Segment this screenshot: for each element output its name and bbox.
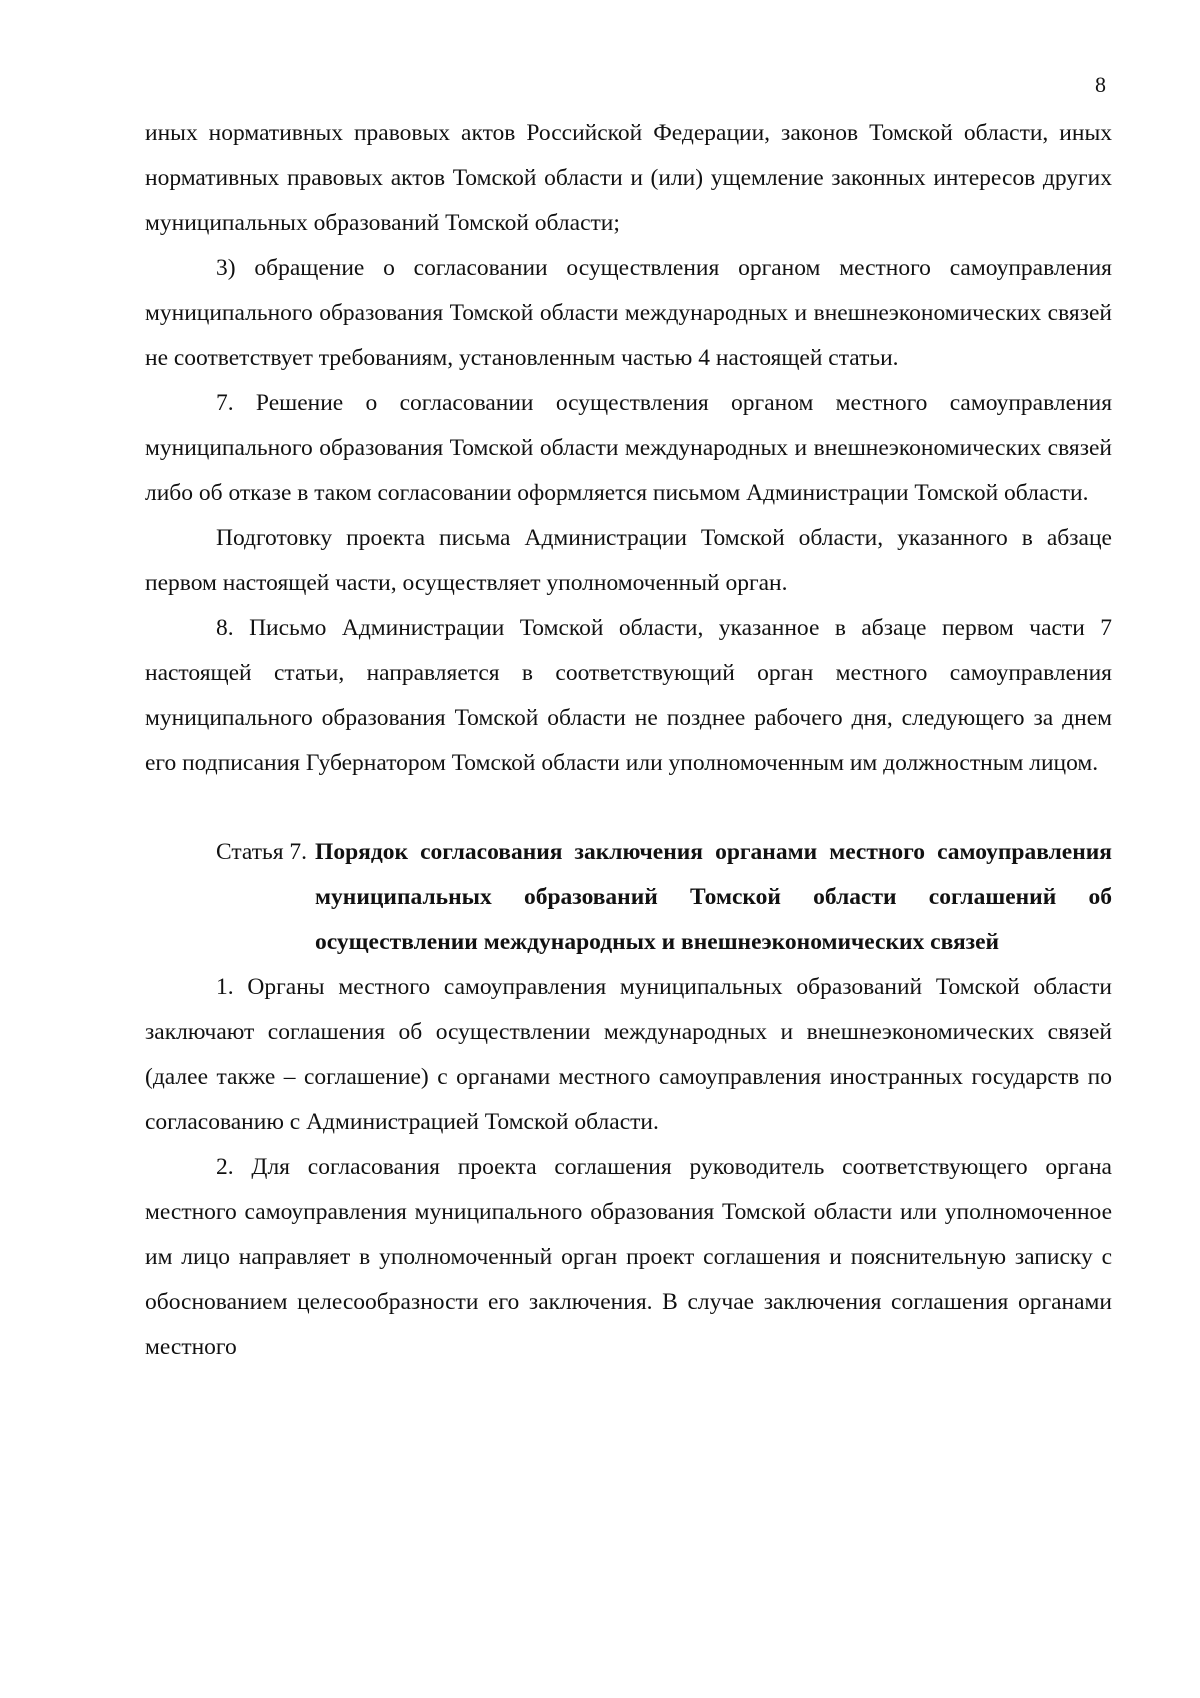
- paragraph-part-8: 8. Письмо Администрации Томской области, указанное в абзаце первом части 7 настоящей статьи, направляется в соответствующий орган местного самоуправления муниципального образования Томской области не позднее рабочего дня, следующего за днем его подписания Губернатором Томской области или уполномоченным им должностным лицом.: [145, 615, 1112, 776]
- document-body: [145, 111, 1112, 1370]
- paragraph-part-7: 7. Решение о согласовании осуществления органом местного самоуправления муниципального образования Томской области международных и внешнеэкономических связей либо об отказе в таком согласовании оформляется письмом Администрации Томской области.: [145, 390, 1112, 506]
- paragraph-article-7-part-2: 2. Для согласования проекта соглашения руководитель соответствующего органа местного самоуправления муниципального образования Томской области или уполномоченное им лицо направляет в уполномоченный орган проект соглашения и пояснительную записку с обоснованием целесообразности его заключения. В случае заключения соглашения органами местного: [145, 1154, 1112, 1360]
- article-title: Порядок согласования заключения органами местного самоуправления муниципальных образований Томской области соглашений об осуществлении международных и внешнеэкономических связей: [315, 839, 1112, 955]
- paragraph-continuation: иных нормативных правовых актов Российской Федерации, законов Томской области, иных нормативных правовых актов Томской области и (или) ущемление законных интересов других муниципальных образований Томской области;: [145, 120, 1112, 236]
- page-number: 8: [1095, 72, 1106, 97]
- article-heading: [145, 830, 1112, 965]
- paragraph-part-7-second: Подготовку проекта письма Администрации Томской области, указанного в абзаце первом настоящей части, осуществляет уполномоченный орган.: [145, 525, 1112, 596]
- paragraph-item-3: 3) обращение о согласовании осуществления органом местного самоуправления муниципального образования Томской области международных и внешнеэкономических связей не соответствует требованиям, установленным частью 4 настоящей статьи.: [145, 255, 1112, 371]
- article-label: Статья 7.: [216, 839, 308, 865]
- paragraph-article-7-part-1: 1. Органы местного самоуправления муниципальных образований Томской области заключают соглашения об осуществлении международных и внешнеэкономических связей (далее также – соглашение) с органами местного самоуправления иностранных государств по согласованию с Администрацией Томской области.: [145, 974, 1112, 1135]
